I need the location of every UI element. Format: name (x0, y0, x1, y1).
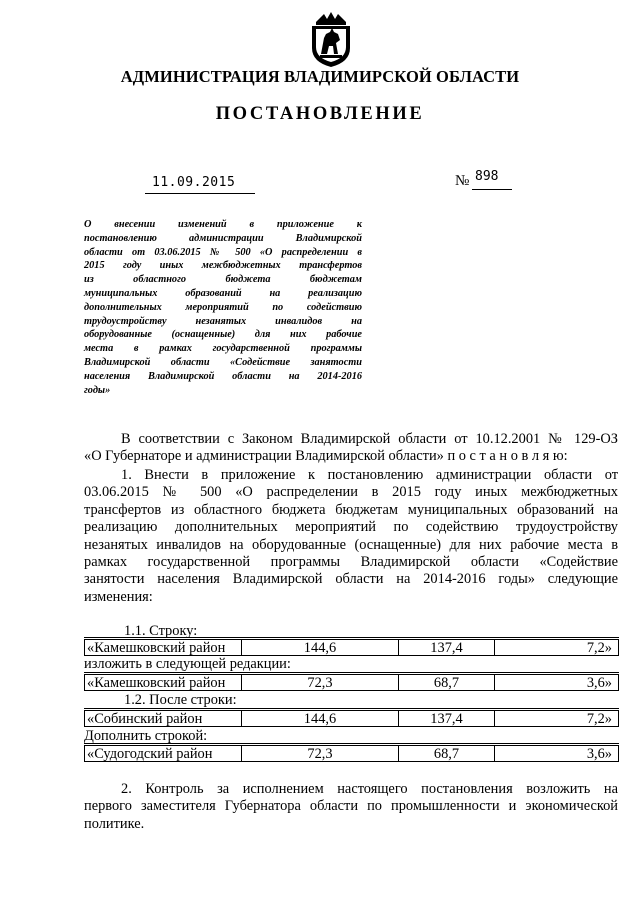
document-date: 11.09.2015 (152, 175, 236, 190)
subject-line: муниципальных образований на реализацию (84, 287, 362, 299)
item-1-line: занятости населения Владимирской области на 2014-2016 годы» следующие (84, 571, 618, 588)
subject-line: годы» (84, 384, 111, 396)
organization-heading: АДМИНИСТРАЦИЯ ВЛАДИМИРСКОЙ ОБЛАСТИ (120, 67, 520, 86)
subject-line: 2015 году иных межбюджетных трансфертов (84, 260, 362, 272)
subject-line: места в рамках государственной программы (84, 343, 362, 355)
table-cell-value: 137,4 (399, 640, 495, 655)
document-number: 898 (475, 169, 499, 184)
number-sign: № (455, 173, 470, 189)
table-cell-district: «Собинский район (85, 711, 242, 726)
table-cell-district: «Камешковский район (85, 640, 242, 655)
subject-line: постановлению администрации Владимирской (84, 232, 362, 244)
subject-line: трудоустройству незанятых инвалидов на (84, 315, 362, 327)
item-1-paragraph (84, 467, 618, 606)
table-rule (84, 708, 619, 709)
item-1-2-label: 1.2. После строки: (124, 692, 237, 708)
table-cell-value: 144,6 (242, 640, 399, 655)
table-rule (84, 637, 619, 638)
item-2-line: 2. Контроль за исполнением настоящего постановления возложить на (121, 781, 618, 797)
add-label: Дополнить строкой: (84, 728, 208, 744)
subject-line: дополнительных мероприятий по содействию (84, 301, 362, 313)
date-underline (145, 193, 255, 194)
table-cell-value: 144,6 (242, 711, 399, 726)
item-1-1-label: 1.1. Строку: (124, 623, 198, 639)
table-row (84, 710, 619, 727)
subject-line: из областного бюджета бюджетам (84, 274, 362, 286)
table-row (84, 674, 619, 691)
table-cell-value: 68,7 (399, 746, 495, 761)
table-cell-district: «Судогодский район (85, 746, 242, 761)
item-1-line: изменения: (84, 588, 153, 605)
item-1-line: трансфертов из областного бюджета бюджетам муниципальных образований на (84, 501, 618, 518)
table-cell-value: 72,3 (242, 746, 399, 761)
table-cell-district: «Камешковский район (85, 675, 242, 690)
item-2-line: политике. (84, 815, 145, 832)
number-underline (472, 189, 512, 190)
table-cell-value: 3,6» (586, 746, 612, 762)
table-cell-value: 72,3 (242, 675, 399, 690)
preamble-line: «О Губернаторе и администрации Владимирской области» п о с т а н о в л я ю: (84, 448, 568, 465)
table-cell-value: 7,2» (586, 640, 612, 656)
subject-line: О внесении изменений в приложение к (84, 219, 362, 230)
item-2-paragraph (84, 781, 618, 833)
table-row (84, 639, 619, 656)
item-1-line: 1. Внести в приложение к постановлению администрации области от (121, 467, 618, 483)
document-subject (84, 218, 362, 397)
table-cell-value: 68,7 (399, 675, 495, 690)
table-rule (84, 743, 619, 744)
coat-of-arms-icon (308, 10, 354, 68)
table-cell-value: 7,2» (586, 711, 612, 727)
table-rule (84, 672, 619, 673)
subject-line: Владимирской области «Содействие занятости (84, 356, 362, 368)
table-cell-value: 3,6» (586, 675, 612, 691)
subject-line: области от 03.06.2015 № 500 «О распределении в (84, 246, 362, 258)
table-cell-value: 137,4 (399, 711, 495, 726)
item-1-line: рамках государственной программы Владимирской области «Содействие (84, 554, 618, 571)
replace-label: изложить в следующей редакции: (84, 656, 291, 672)
item-2-line: первого заместителя Губернатора области по промышленности и экономической (84, 798, 618, 815)
item-1-line: реализацию дополнительных мероприятий по содействию трудоустройству (84, 519, 618, 536)
document-type-title: ПОСТАНОВЛЕНИЕ (215, 104, 425, 124)
table-row (84, 745, 619, 762)
item-1-line: 03.06.2015 № 500 «О распределении в 2015 году иных межбюджетных (84, 484, 618, 501)
preamble-paragraph (84, 431, 618, 466)
preamble-line: В соответствии с Законом Владимирской области от 10.12.2001 № 129-ОЗ (121, 431, 618, 447)
subject-line: оборудованные (оснащенные) для них рабочие (84, 329, 362, 341)
item-1-line: незанятых инвалидов на оборудованные (оснащенные) для них рабочие места в (84, 536, 618, 553)
subject-line: населения Владимирской области на 2014-2016 (84, 370, 362, 382)
